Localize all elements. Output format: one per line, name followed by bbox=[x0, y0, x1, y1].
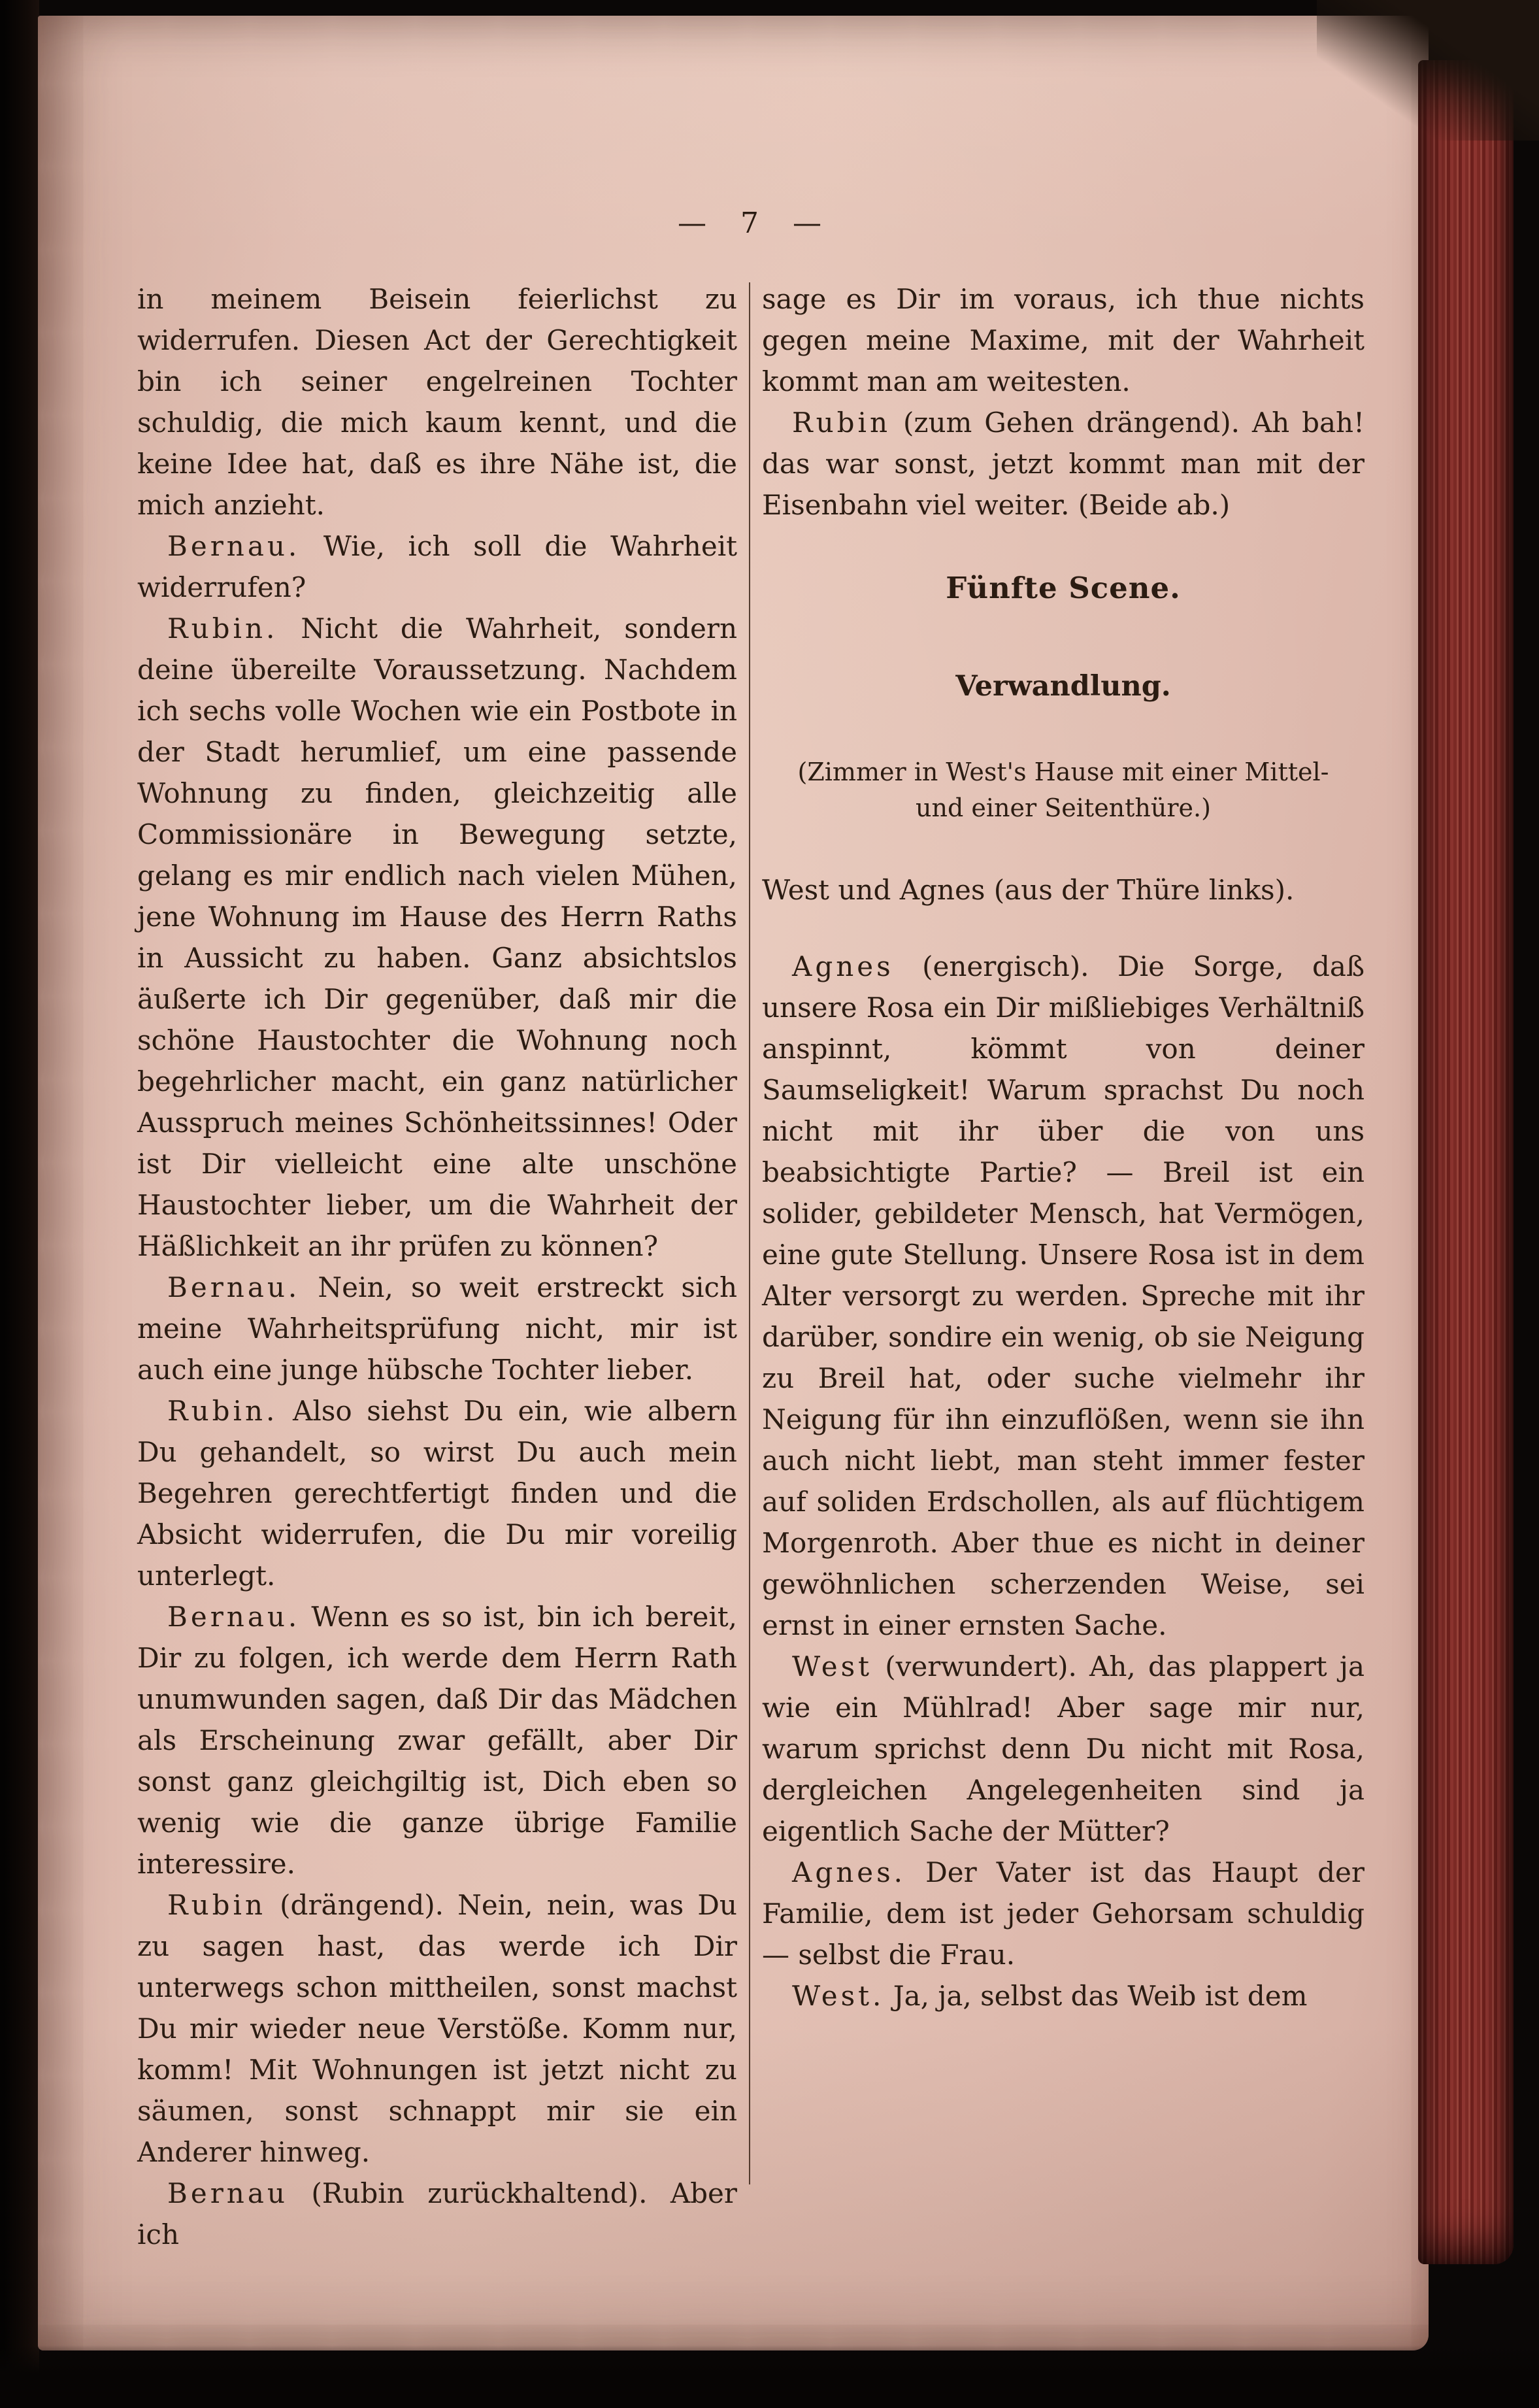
speaker-name: Bernau. bbox=[167, 530, 301, 562]
speaker-name: Rubin bbox=[167, 1889, 267, 1921]
speaker-name: Bernau. bbox=[167, 1271, 301, 1303]
dialogue-paragraph: Bernau. Wenn es so ist, bin ich bereit, Dir zu folgen, ich werde dem Herrn Rath unumwunden sagen, daß Dir das Mädchen als Erscheinung zwar gefällt, aber Dir sonst ganz gleichgiltig ist, Dich eben so wenig wie die ganze übrige Familie interessire. bbox=[137, 1601, 737, 1880]
book-cover-corner bbox=[1317, 0, 1539, 141]
text-block bbox=[137, 278, 1365, 2255]
page-number: — 7 — bbox=[678, 207, 823, 240]
cast-line: West und Agnes (aus der Thüre links). bbox=[762, 874, 1295, 906]
speaker-name: Rubin. bbox=[167, 612, 278, 644]
dialogue-paragraph: West (verwundert). Ah, das plappert ja wie ein Mühlrad! Aber sage mir nur, warum sprichst denn Du nicht mit Rosa, dergleichen Angelegenheiten sind ja eigentlich Sache der Mütter? bbox=[762, 1650, 1365, 1847]
bottom-shadow bbox=[0, 2345, 1539, 2408]
dialogue-paragraph: Agnes. Der Vater ist das Haupt der Familie, dem ist jeder Gehorsam schuldig — selbst die Frau. bbox=[762, 1856, 1365, 1971]
dialogue-paragraph: Bernau (Rubin zurückhaltend). Aber ich bbox=[137, 2177, 737, 2250]
speaker-name: Agnes bbox=[792, 950, 894, 982]
column-divider bbox=[749, 282, 750, 2184]
dialogue-paragraph: Bernau. Nein, so weit erstreckt sich meine Wahrheitsprüfung nicht, mir ist auch eine junge hübsche Tochter lieber. bbox=[137, 1271, 737, 1386]
speaker-name: Agnes. bbox=[792, 1856, 906, 1888]
speaker-name: West. bbox=[792, 1980, 885, 2012]
continuation-paragraph: sage es Dir im voraus, ich thue nichts gegen meine Maxime, mit der Wahrheit kommt man am weitesten. bbox=[762, 283, 1365, 397]
speaker-name: Rubin bbox=[792, 407, 891, 439]
dialogue-paragraph: Rubin. Nicht die Wahrheit, sondern deine übereilte Voraussetzung. Nachdem ich sechs volle Wochen wie ein Postbote in der Stadt herumlief, um eine passende Wohnung zu finden, gleichzeitig alle Commissionäre in Bewegung setzte, gelang es mir endlich nach vielen Mühen, jene Wohnung im Hause des Herrn Raths in Aussicht zu haben. Ganz absichtslos äußerte ich Dir gegenüber, daß mir die schöne Haustochter die Wohnung noch begehrlicher macht, ein ganz natürlicher Ausspruch meines Schönheitssinnes! Oder ist Dir vielleicht eine alte unschöne Haustochter lieber, um die Wahrheit der Häßlichkeit an ihr prüfen zu können? bbox=[137, 612, 737, 1262]
book-spine bbox=[0, 0, 39, 2408]
dialogue-paragraph: Bernau. Wie, ich soll die Wahrheit widerrufen? bbox=[137, 530, 737, 603]
dialogue-paragraph: Rubin (zum Gehen drängend). Ah bah! das war sonst, jetzt kommt man mit der Eisenbahn viel weiter. (Beide ab.) bbox=[762, 407, 1365, 521]
dialogue-paragraph: Agnes (energisch). Die Sorge, daß unsere Rosa ein Dir mißliebiges Verhältniß anspinnt, kömmt von deiner Saumseligkeit! Warum sprachst Du noch nicht mit ihr über die von uns beabsichtigte Partie? — Breil ist ein solider, gebildeter Mensch, hat Vermögen, eine gute Stellung. Unsere Rosa ist in dem Alter versorgt zu werden. Spreche mit ihr darüber, sondire ein wenig, ob sie Neigung zu Breil hat, oder suche vielmehr ihr Neigung für ihn einzuflößen, wenn sie ihn auch nicht liebt, man steht immer fester auf soliden Erdschollen, als auf flüchtigem Morgenroth. Aber thue es nicht in deiner gewöhnlichen scherzenden Weise, sei ernst in einer ernsten Sache. bbox=[762, 950, 1365, 1641]
dialogue-paragraph: Rubin. Also siehst Du ein, wie albern Du gehandelt, so wirst Du auch mein Begehren gerechtfertigt finden und die Absicht widerrufen, die Du mir voreilig unterlegt. bbox=[137, 1395, 737, 1592]
speaker-name: Rubin. bbox=[167, 1395, 278, 1427]
stage-direction: (Zimmer in West's Hause mit einer Mittel- und einer Seitenthüre.) bbox=[797, 758, 1329, 822]
dialogue-paragraph: West. Ja, ja, selbst das Weib ist dem bbox=[792, 1980, 1308, 2012]
dialogue-paragraph: Rubin (drängend). Nein, nein, was Du zu sagen hast, das werde ich Dir unterwegs schon mittheilen, sonst machst Du mir wieder neue Verstöße. Komm nur, komm! Mit Wohnungen ist jetzt nicht zu säumen, sonst schnappt mir sie ein Anderer hinweg. bbox=[137, 1889, 737, 2168]
scene-heading: Fünfte Scene. bbox=[946, 571, 1181, 605]
continuation-paragraph: in meinem Beisein feierlichst zu widerrufen. Diesen Act der Gerechtigkeit bin ich seiner engelreinen Tochter schuldig, die mich kaum kennt, und die keine Idee hat, daß es ihre Nähe ist, die mich anzieht. bbox=[137, 283, 737, 521]
left-column bbox=[137, 278, 737, 2255]
scene-subheading: Verwandlung. bbox=[955, 670, 1171, 703]
book-page bbox=[38, 16, 1429, 2350]
right-column bbox=[762, 278, 1365, 2016]
speaker-name: West bbox=[792, 1650, 873, 1682]
speaker-name: Bernau. bbox=[167, 1601, 301, 1633]
speaker-name: Bernau bbox=[167, 2177, 288, 2209]
fore-edge-red bbox=[1418, 60, 1514, 2264]
